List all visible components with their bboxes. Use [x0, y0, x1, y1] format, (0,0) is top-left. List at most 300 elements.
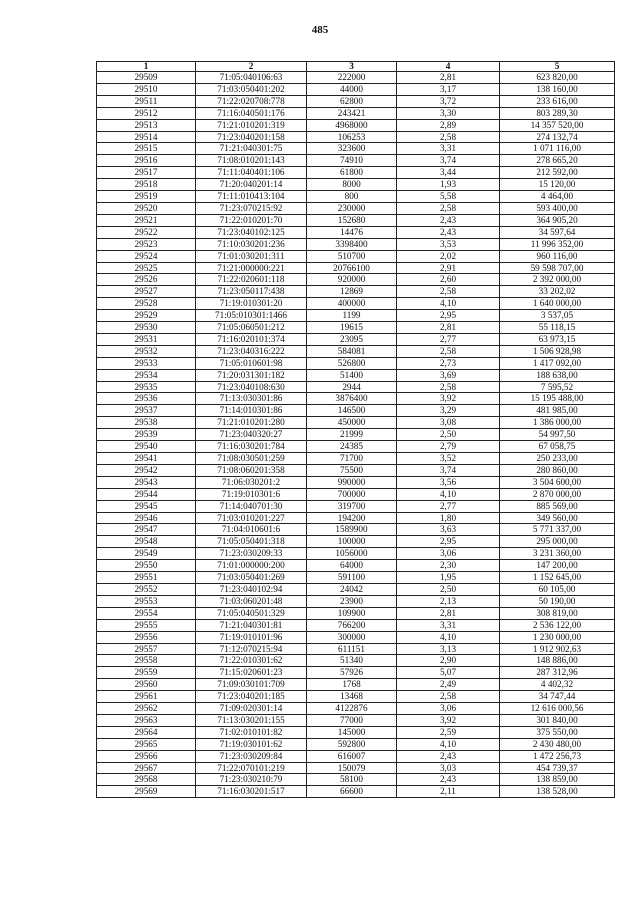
rate-cell: 3,52	[397, 453, 500, 465]
area-cell: 75500	[307, 464, 397, 476]
row-number-cell: 29523	[97, 238, 196, 250]
value-cell: 15 120,00	[500, 179, 615, 191]
value-cell: 188 638,00	[500, 369, 615, 381]
rate-cell: 2,11	[397, 786, 500, 798]
value-cell: 33 202,02	[500, 286, 615, 298]
row-number-cell: 29551	[97, 572, 196, 584]
header-row	[97, 62, 615, 72]
column-header-2: 2	[196, 62, 307, 72]
cadastral-number-cell: 71:20:040201:14	[196, 179, 307, 191]
rate-cell: 2,13	[397, 595, 500, 607]
area-cell: 44000	[307, 83, 397, 95]
table-row	[97, 714, 615, 726]
value-cell: 63 973,15	[500, 333, 615, 345]
area-cell: 58100	[307, 774, 397, 786]
table-row	[97, 322, 615, 334]
cadastral-number-cell: 71:08:030501:259	[196, 453, 307, 465]
cadastral-number-cell: 71:23:040201:158	[196, 131, 307, 143]
value-cell: 2 870 000,00	[500, 488, 615, 500]
table-row	[97, 226, 615, 238]
cadastral-number-cell: 71:21:000000:221	[196, 262, 307, 274]
rate-cell: 2,81	[397, 607, 500, 619]
table-row	[97, 774, 615, 786]
rate-cell: 3,92	[397, 714, 500, 726]
area-cell: 1056000	[307, 548, 397, 560]
rate-cell: 2,49	[397, 679, 500, 691]
row-number-cell: 29515	[97, 143, 196, 155]
area-cell: 51400	[307, 369, 397, 381]
value-cell: 15 195 488,00	[500, 393, 615, 405]
area-cell: 19615	[307, 322, 397, 334]
table-row	[97, 691, 615, 703]
row-number-cell: 29517	[97, 167, 196, 179]
value-cell: 55 118,15	[500, 322, 615, 334]
value-cell: 1 472 256,73	[500, 750, 615, 762]
row-number-cell: 29536	[97, 393, 196, 405]
area-cell: 150079	[307, 762, 397, 774]
row-number-cell: 29514	[97, 131, 196, 143]
area-cell: 222000	[307, 72, 397, 84]
rate-cell: 3,29	[397, 405, 500, 417]
table-row	[97, 381, 615, 393]
table-row	[97, 107, 615, 119]
table-row	[97, 631, 615, 643]
area-cell: 57926	[307, 667, 397, 679]
rate-cell: 5,07	[397, 667, 500, 679]
table-row	[97, 619, 615, 631]
rate-cell: 3,44	[397, 167, 500, 179]
table-row	[97, 750, 615, 762]
row-number-cell: 29544	[97, 488, 196, 500]
table-row	[97, 298, 615, 310]
cadastral-number-cell: 71:23:040320:27	[196, 429, 307, 441]
value-cell: 34 597,64	[500, 226, 615, 238]
table-row	[97, 262, 615, 274]
rate-cell: 4,10	[397, 738, 500, 750]
rate-cell: 1,95	[397, 572, 500, 584]
rate-cell: 4,10	[397, 488, 500, 500]
area-cell: 194200	[307, 512, 397, 524]
rate-cell: 3,06	[397, 703, 500, 715]
rate-cell: 2,43	[397, 214, 500, 226]
cadastral-number-cell: 71:03:050401:269	[196, 572, 307, 584]
table-row	[97, 572, 615, 584]
value-cell: 1 230 000,00	[500, 631, 615, 643]
row-number-cell: 29549	[97, 548, 196, 560]
table-row	[97, 274, 615, 286]
area-cell: 526800	[307, 357, 397, 369]
table-row	[97, 405, 615, 417]
table-row	[97, 655, 615, 667]
area-cell: 146500	[307, 405, 397, 417]
row-number-cell: 29518	[97, 179, 196, 191]
value-cell: 138 528,00	[500, 786, 615, 798]
table-row	[97, 524, 615, 536]
value-cell: 593 400,00	[500, 202, 615, 214]
cadastral-number-cell: 71:05:010601:98	[196, 357, 307, 369]
value-cell: 1 640 000,00	[500, 298, 615, 310]
column-header-1: 1	[97, 62, 196, 72]
rate-cell: 2,90	[397, 655, 500, 667]
area-cell: 450000	[307, 417, 397, 429]
table-row	[97, 72, 615, 84]
row-number-cell: 29542	[97, 464, 196, 476]
value-cell: 250 233,00	[500, 453, 615, 465]
area-cell: 584081	[307, 345, 397, 357]
value-cell: 138 160,00	[500, 83, 615, 95]
row-number-cell: 29550	[97, 560, 196, 572]
rate-cell: 2,79	[397, 441, 500, 453]
cadastral-number-cell: 71:23:040316:222	[196, 345, 307, 357]
rate-cell: 1,93	[397, 179, 500, 191]
area-cell: 243421	[307, 107, 397, 119]
row-number-cell: 29552	[97, 583, 196, 595]
table-row	[97, 286, 615, 298]
row-number-cell: 29516	[97, 155, 196, 167]
row-number-cell: 29509	[97, 72, 196, 84]
rate-cell: 2,58	[397, 691, 500, 703]
area-cell: 74910	[307, 155, 397, 167]
cadastral-number-cell: 71:23:070215:92	[196, 202, 307, 214]
cadastral-number-cell: 71:21:040301:81	[196, 619, 307, 631]
table-row	[97, 512, 615, 524]
cadastral-number-cell: 71:22:020601:118	[196, 274, 307, 286]
row-number-cell: 29567	[97, 762, 196, 774]
cadastral-number-cell: 71:01:030201:311	[196, 250, 307, 262]
table-row	[97, 738, 615, 750]
cadastral-number-cell: 71:23:030210:79	[196, 774, 307, 786]
value-cell: 4 464,00	[500, 191, 615, 203]
row-number-cell: 29521	[97, 214, 196, 226]
value-cell: 67 058,75	[500, 441, 615, 453]
area-cell: 400000	[307, 298, 397, 310]
row-number-cell: 29563	[97, 714, 196, 726]
rate-cell: 3,72	[397, 95, 500, 107]
value-cell: 3 504 600,00	[500, 476, 615, 488]
area-cell: 24042	[307, 583, 397, 595]
area-cell: 616007	[307, 750, 397, 762]
table-body	[97, 72, 615, 798]
area-cell: 8000	[307, 179, 397, 191]
area-cell: 106253	[307, 131, 397, 143]
value-cell: 295 000,00	[500, 536, 615, 548]
row-number-cell: 29564	[97, 726, 196, 738]
table-row	[97, 679, 615, 691]
cadastral-number-cell: 71:22:010301:62	[196, 655, 307, 667]
value-cell: 481 985,00	[500, 405, 615, 417]
rate-cell: 2,77	[397, 500, 500, 512]
area-cell: 591100	[307, 572, 397, 584]
rate-cell: 2,50	[397, 429, 500, 441]
cadastral-number-cell: 71:14:040701:30	[196, 500, 307, 512]
value-cell: 34 747,44	[500, 691, 615, 703]
cadastral-number-cell: 71:16:020101:374	[196, 333, 307, 345]
rate-cell: 2,81	[397, 322, 500, 334]
table-row	[97, 393, 615, 405]
rate-cell: 3,17	[397, 83, 500, 95]
row-number-cell: 29540	[97, 441, 196, 453]
cadastral-number-cell: 71:22:070101:219	[196, 762, 307, 774]
row-number-cell: 29528	[97, 298, 196, 310]
area-cell: 510700	[307, 250, 397, 262]
area-cell: 145000	[307, 726, 397, 738]
row-number-cell: 29526	[97, 274, 196, 286]
row-number-cell: 29555	[97, 619, 196, 631]
rate-cell: 3,92	[397, 393, 500, 405]
rate-cell: 2,43	[397, 226, 500, 238]
area-cell: 230000	[307, 202, 397, 214]
column-header-4: 4	[397, 62, 500, 72]
area-cell: 4968000	[307, 119, 397, 131]
area-cell: 71700	[307, 453, 397, 465]
rate-cell: 3,03	[397, 762, 500, 774]
area-cell: 64000	[307, 560, 397, 572]
page-number: 485	[311, 24, 329, 36]
rate-cell: 2,30	[397, 560, 500, 572]
area-cell: 1768	[307, 679, 397, 691]
value-cell: 375 550,00	[500, 726, 615, 738]
table-row	[97, 333, 615, 345]
value-cell: 4 402,32	[500, 679, 615, 691]
table-row	[97, 762, 615, 774]
row-number-cell: 29541	[97, 453, 196, 465]
value-cell: 7 595,52	[500, 381, 615, 393]
row-number-cell: 29510	[97, 83, 196, 95]
area-cell: 21999	[307, 429, 397, 441]
row-number-cell: 29532	[97, 345, 196, 357]
area-cell: 12869	[307, 286, 397, 298]
table-row	[97, 417, 615, 429]
cadastral-number-cell: 71:19:010301:20	[196, 298, 307, 310]
row-number-cell: 29513	[97, 119, 196, 131]
rate-cell: 2,58	[397, 202, 500, 214]
area-cell: 300000	[307, 631, 397, 643]
row-number-cell: 29534	[97, 369, 196, 381]
row-number-cell: 29548	[97, 536, 196, 548]
rate-cell: 3,69	[397, 369, 500, 381]
cadastral-number-cell: 71:09:030101:709	[196, 679, 307, 691]
row-number-cell: 29559	[97, 667, 196, 679]
table-row	[97, 500, 615, 512]
row-number-cell: 29530	[97, 322, 196, 334]
cadastral-number-cell: 71:19:030101:62	[196, 738, 307, 750]
rate-cell: 2,89	[397, 119, 500, 131]
rate-cell: 2,58	[397, 286, 500, 298]
rate-cell: 2,58	[397, 131, 500, 143]
value-cell: 2 392 000,00	[500, 274, 615, 286]
cadastral-number-cell: 71:19:010101:96	[196, 631, 307, 643]
table-row	[97, 726, 615, 738]
area-cell: 319700	[307, 500, 397, 512]
value-cell: 11 996 352,00	[500, 238, 615, 250]
row-number-cell: 29531	[97, 333, 196, 345]
value-cell: 14 357 520,00	[500, 119, 615, 131]
table-row	[97, 488, 615, 500]
value-cell: 454 739,37	[500, 762, 615, 774]
value-cell: 60 105,00	[500, 583, 615, 595]
value-cell: 885 569,00	[500, 500, 615, 512]
row-number-cell: 29525	[97, 262, 196, 274]
value-cell: 364 905,20	[500, 214, 615, 226]
value-cell: 148 886,00	[500, 655, 615, 667]
rate-cell: 2,43	[397, 774, 500, 786]
table-row	[97, 95, 615, 107]
table-row	[97, 548, 615, 560]
rate-cell: 3,53	[397, 238, 500, 250]
cadastral-number-cell: 71:08:010201:143	[196, 155, 307, 167]
cadastral-number-cell: 71:10:030201:236	[196, 238, 307, 250]
rate-cell: 3,06	[397, 548, 500, 560]
cadastral-number-cell: 71:16:030201:784	[196, 441, 307, 453]
value-cell: 1 912 902,63	[500, 643, 615, 655]
value-cell: 274 132,74	[500, 131, 615, 143]
table-row	[97, 357, 615, 369]
cadastral-number-cell: 71:05:040106:63	[196, 72, 307, 84]
cadastral-number-cell: 71:05:060501:212	[196, 322, 307, 334]
cadastral-number-cell: 71:14:010301:86	[196, 405, 307, 417]
row-number-cell: 29562	[97, 703, 196, 715]
table-row	[97, 83, 615, 95]
row-number-cell: 29527	[97, 286, 196, 298]
value-cell: 278 665,20	[500, 155, 615, 167]
cadastral-number-cell: 71:22:020708:778	[196, 95, 307, 107]
cadastral-value-table	[96, 61, 615, 798]
table-row	[97, 179, 615, 191]
value-cell: 2 536 122,00	[500, 619, 615, 631]
table-row	[97, 583, 615, 595]
area-cell: 3398400	[307, 238, 397, 250]
area-cell: 66600	[307, 786, 397, 798]
area-cell: 24385	[307, 441, 397, 453]
area-cell: 800	[307, 191, 397, 203]
area-cell: 62800	[307, 95, 397, 107]
area-cell: 2944	[307, 381, 397, 393]
row-number-cell: 29561	[97, 691, 196, 703]
rate-cell: 2,91	[397, 262, 500, 274]
cadastral-number-cell: 71:23:030209:33	[196, 548, 307, 560]
row-number-cell: 29522	[97, 226, 196, 238]
cadastral-number-cell: 71:05:010301:1466	[196, 310, 307, 322]
row-number-cell: 29554	[97, 607, 196, 619]
row-number-cell: 29545	[97, 500, 196, 512]
cadastral-number-cell: 71:23:040102:125	[196, 226, 307, 238]
rate-cell: 2,58	[397, 381, 500, 393]
value-cell: 212 592,00	[500, 167, 615, 179]
area-cell: 990000	[307, 476, 397, 488]
value-cell: 3 231 360,00	[500, 548, 615, 560]
value-cell: 349 560,00	[500, 512, 615, 524]
table-row	[97, 167, 615, 179]
table-row	[97, 441, 615, 453]
area-cell: 109900	[307, 607, 397, 619]
rate-cell: 4,10	[397, 298, 500, 310]
row-number-cell: 29558	[97, 655, 196, 667]
cadastral-number-cell: 71:13:030201:155	[196, 714, 307, 726]
area-cell: 766200	[307, 619, 397, 631]
row-number-cell: 29539	[97, 429, 196, 441]
value-cell: 1 152 645,00	[500, 572, 615, 584]
table-row	[97, 202, 615, 214]
value-cell: 280 860,00	[500, 464, 615, 476]
value-cell: 287 312,96	[500, 667, 615, 679]
cadastral-number-cell: 71:21:040301:75	[196, 143, 307, 155]
table-row	[97, 131, 615, 143]
value-cell: 138 859,00	[500, 774, 615, 786]
cadastral-number-cell: 71:21:010201:280	[196, 417, 307, 429]
area-cell: 323600	[307, 143, 397, 155]
rate-cell: 3,30	[397, 107, 500, 119]
rate-cell: 3,31	[397, 143, 500, 155]
area-cell: 3876400	[307, 393, 397, 405]
rate-cell: 2,50	[397, 583, 500, 595]
cadastral-number-cell: 71:13:030301:86	[196, 393, 307, 405]
cadastral-number-cell: 71:11:040401:106	[196, 167, 307, 179]
table-row	[97, 191, 615, 203]
cadastral-number-cell: 71:23:050117:438	[196, 286, 307, 298]
cadastral-number-cell: 71:23:040102:94	[196, 583, 307, 595]
cadastral-number-cell: 71:03:060201:48	[196, 595, 307, 607]
rate-cell: 1,80	[397, 512, 500, 524]
value-cell: 147 200,00	[500, 560, 615, 572]
row-number-cell: 29557	[97, 643, 196, 655]
cadastral-number-cell: 71:15:020601:23	[196, 667, 307, 679]
cadastral-number-cell: 71:01:000000:200	[196, 560, 307, 572]
row-number-cell: 29569	[97, 786, 196, 798]
table-row	[97, 214, 615, 226]
rate-cell: 3,31	[397, 619, 500, 631]
value-cell: 803 289,30	[500, 107, 615, 119]
cadastral-number-cell: 71:12:070215:94	[196, 643, 307, 655]
row-number-cell: 29543	[97, 476, 196, 488]
rate-cell: 4,10	[397, 631, 500, 643]
area-cell: 611151	[307, 643, 397, 655]
value-cell: 59 598 707,00	[500, 262, 615, 274]
rate-cell: 2,95	[397, 310, 500, 322]
value-cell: 233 616,00	[500, 95, 615, 107]
row-number-cell: 29535	[97, 381, 196, 393]
value-cell: 2 430 480,00	[500, 738, 615, 750]
area-cell: 4122876	[307, 703, 397, 715]
value-cell: 1 506 928,98	[500, 345, 615, 357]
area-cell: 13468	[307, 691, 397, 703]
rate-cell: 2,77	[397, 333, 500, 345]
table-row	[97, 155, 615, 167]
value-cell: 3 537,05	[500, 310, 615, 322]
row-number-cell: 29538	[97, 417, 196, 429]
rate-cell: 2,58	[397, 345, 500, 357]
row-number-cell: 29565	[97, 738, 196, 750]
cadastral-number-cell: 71:21:010201:319	[196, 119, 307, 131]
value-cell: 960 116,00	[500, 250, 615, 262]
row-number-cell: 29566	[97, 750, 196, 762]
row-number-cell: 29547	[97, 524, 196, 536]
rate-cell: 2,02	[397, 250, 500, 262]
row-number-cell: 29546	[97, 512, 196, 524]
table-row	[97, 560, 615, 572]
value-cell: 1 386 000,00	[500, 417, 615, 429]
cadastral-number-cell: 71:19:010301:6	[196, 488, 307, 500]
value-cell: 308 819,00	[500, 607, 615, 619]
cadastral-number-cell: 71:23:040201:185	[196, 691, 307, 703]
area-cell: 100000	[307, 536, 397, 548]
row-number-cell: 29553	[97, 595, 196, 607]
cadastral-number-cell: 71:03:010201:227	[196, 512, 307, 524]
area-cell: 23900	[307, 595, 397, 607]
rate-cell: 2,81	[397, 72, 500, 84]
table-row	[97, 250, 615, 262]
value-cell: 1 417 092,00	[500, 357, 615, 369]
area-cell: 77000	[307, 714, 397, 726]
